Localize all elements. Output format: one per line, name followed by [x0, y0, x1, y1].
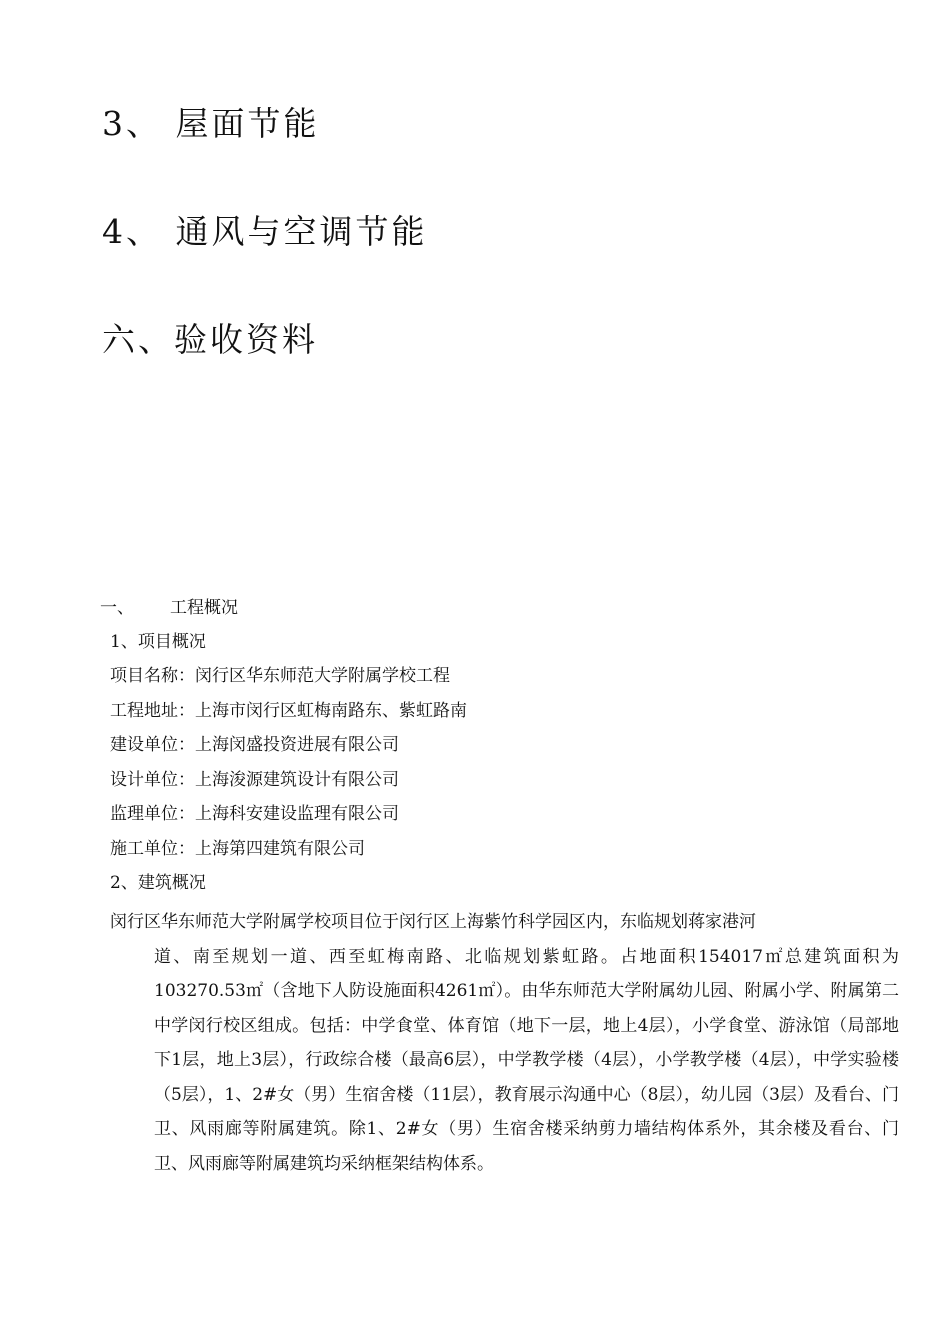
heading-acceptance-documents: 六、验收资料	[102, 320, 318, 359]
heading-ventilation-hvac-energy-saving: 4、 通风与空调节能	[102, 212, 428, 251]
subheading-project-overview: 1、项目概况	[110, 632, 206, 652]
paragraph-continuation: 道、南至规划一道、西至虹梅南路、北临规划紫虹路。占地面积154017㎡总建筑面积为103270.53㎡（含地下人防设施面积4261㎡）。由华东师范大学附属幼儿园、附属小学、附属第二中学闵行校区组成。包括：中学食堂、体育馆（地下一层，地上4层），小学食堂、游泳馆（局部地下1层，地上3层），行政综合楼（最高6层），中学教学楼（4层），小学教学楼（4层），中学实验楼（5层），1、2#女（男）生宿舍楼（11层），教育展示沟通中心（8层），幼儿园（3层）及看台、门卫、风雨廊等附属建筑。除1、2#女（男）生宿舍楼采纳剪力墙结构体系外，其余楼及看台、门卫、风雨廊等附属建筑均采纳框架结构体系。	[154, 946, 899, 1174]
project-address-line: 工程地址：上海市闵行区虹梅南路东、紫虹路南	[110, 701, 467, 721]
paragraph-first-line: 闵行区华东师范大学附属学校项目位于闵行区上海紫竹科学园区内，东临规划蒋家港河	[110, 912, 756, 932]
supervision-unit-line: 监理单位：上海科安建设监理有限公司	[110, 804, 399, 824]
section-title-text: 工程概况	[170, 598, 238, 618]
project-name-line: 项目名称：闵行区华东师范大学附属学校工程	[110, 666, 450, 686]
design-unit-line: 设计单位：上海浚源建筑设计有限公司	[110, 770, 399, 790]
building-overview-paragraph	[110, 905, 899, 1181]
subheading-building-overview: 2、建筑概况	[110, 873, 206, 893]
heading-roof-energy-saving: 3、 屋面节能	[102, 104, 320, 143]
owner-unit-line: 建设单位：上海闵盛投资进展有限公司	[110, 735, 399, 755]
construction-unit-line: 施工单位：上海第四建筑有限公司	[110, 839, 365, 859]
section-title-project-overview	[100, 596, 238, 620]
section-number: 一、	[100, 598, 134, 618]
